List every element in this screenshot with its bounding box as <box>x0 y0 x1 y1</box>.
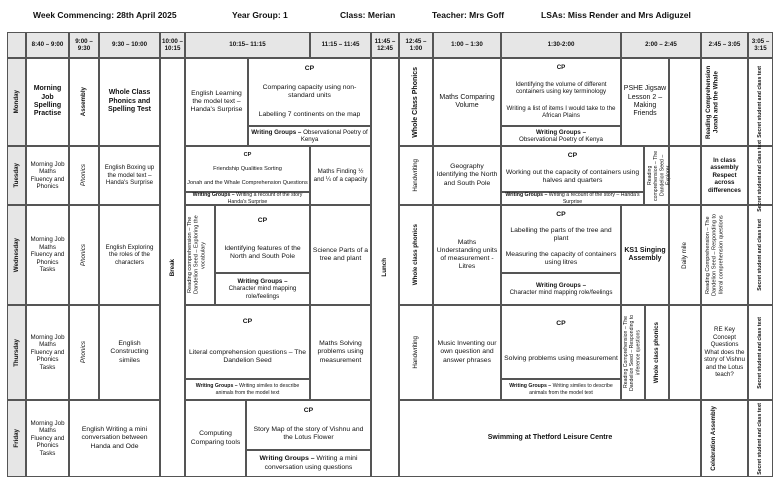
wed-reading: Reading comprehension – The Dandelion Seed – Exploring the vocabulary <box>185 205 215 305</box>
thu-maths: Maths Solving problems using measurement <box>310 305 371 400</box>
time-0930: 9:30 – 10:00 <box>99 32 160 58</box>
wed-daily-mile: Daily mile <box>669 205 701 305</box>
time-0245: 2:45 – 3:05 <box>701 32 748 58</box>
thu-handwriting: Handwriting <box>399 305 433 400</box>
thu-writing-groups-afternoon: Writing Groups – Writing similes to describe animals from the model text <box>501 379 621 400</box>
mon-writing-groups: Writing Groups – Observational Poetry of Kenya <box>248 126 371 146</box>
wed-phonics: Phonics <box>69 205 99 305</box>
day-tuesday: Tuesday <box>7 146 26 205</box>
secret-student-monday: Secret student and class text <box>748 58 773 146</box>
mon-maths: Maths Comparing Volume <box>433 58 501 146</box>
class-name: Class: Merian <box>340 10 396 20</box>
corner-cell <box>7 32 26 58</box>
tue-empty <box>669 146 701 205</box>
thu-writing-groups: Writing Groups – Writing similes to describe animals from the model text <box>185 379 310 400</box>
time-0305: 3:05 – 3:15 <box>748 32 773 58</box>
thu-whole-class-phonics: Whole class phonics <box>645 305 669 400</box>
time-0840: 8:40 – 9:00 <box>26 32 69 58</box>
tue-class-assembly: In class assembly Respect across differences <box>701 146 748 205</box>
secret-student-thursday: Secret student and class text <box>748 305 773 400</box>
tue-writing-groups: Writing Groups – Writing a recount of the story Handa's Surprise <box>185 192 310 205</box>
thu-cp-afternoon: CP Solving problems using measurement <box>501 305 621 379</box>
thu-re: RE Key Concept Questions What does the story of Vishnu and the Lotus teach? <box>701 305 748 400</box>
mon-pshe: PSHE Jigsaw Lesson 2 – Making Friends <box>621 58 669 146</box>
assembly-monday: Assembly <box>69 58 99 146</box>
secret-student-friday: Secret student and class text <box>748 400 773 477</box>
wed-cp-afternoon: CP Labelling the parts of the tree and plant Measuring the capacity of containers using litres <box>501 205 621 273</box>
thu-phonics: Phonics <box>69 305 99 400</box>
thu-morning-job: Morning Job Maths Fluency and Phonics Tasks <box>26 305 69 400</box>
time-0900: 9:00 – 9:30 <box>69 32 99 58</box>
time-1115: 11:15 – 11:45 <box>310 32 371 58</box>
mon-english: English Learning the model text – Handa's Surprise <box>185 58 248 146</box>
fri-morning-job: Morning Job Maths Fluency and Phonics Tasks <box>26 400 69 477</box>
thu-reading: Reading Comprehension – The Dandelion Seed – Responding to inference questions <box>621 305 645 400</box>
break-column: Break <box>160 58 185 477</box>
day-friday: Friday <box>7 400 26 477</box>
tue-morning-job: Morning Job Maths Fluency and Phonics <box>26 146 69 205</box>
tue-english: English Boxing up the model text – Handa's Surprise <box>99 146 160 205</box>
secret-student-wednesday: Secret student and class text <box>748 205 773 305</box>
tue-maths: Maths Finding ½ and ¼ of a capacity <box>310 146 371 205</box>
wed-whole-class-phonics: Whole class phonics <box>399 205 433 305</box>
fri-english: English Writing a mini conversation between Handa and Ode <box>69 400 160 477</box>
tue-reading: Reading comprehension – The Dandelion Seed – Explorer <box>644 146 669 205</box>
fri-celebration-assembly: Celebration Assembly <box>701 400 748 477</box>
wed-writing-groups: Writing Groups – Character mind mapping role/feelings <box>215 273 310 305</box>
mon-cp-afternoon: CP Identifying the volume of different containers using key terminology Writing a list of items I would take to the African Plains <box>501 58 621 126</box>
wed-morning-job: Morning Job Maths Fluency and Phonics Tasks <box>26 205 69 305</box>
day-thursday: Thursday <box>7 305 26 400</box>
mon-whole-class-phonics: Whole Class Phonics <box>399 58 433 146</box>
page-header <box>0 0 780 30</box>
tue-cp: CP Friendship Qualities Sorting Jonah and the Whale Comprehension Questions <box>185 146 310 192</box>
secret-student-tuesday: Secret student and class text <box>748 146 773 205</box>
thu-english: English Constructing similes <box>99 305 160 400</box>
tue-cp-afternoon: CP Working out the capacity of containers using halves and quarters <box>501 146 644 192</box>
time-0130: 1:30-2:00 <box>501 32 621 58</box>
fri-computing: Computing Comparing tools <box>185 400 246 477</box>
day-wednesday: Wednesday <box>7 205 26 305</box>
mon-empty <box>669 58 701 146</box>
thu-cp: CP Literal comprehension questions – The Dandelion Seed <box>185 305 310 379</box>
fri-swimming: Swimming at Thetford Leisure Centre <box>399 400 701 477</box>
day-monday: Monday <box>7 58 26 146</box>
tue-handwriting: Handwriting <box>399 146 433 205</box>
wed-cp: CP Identifying features of the North and South Pole <box>215 205 310 273</box>
wed-science: Science Parts of a tree and plant <box>310 205 371 305</box>
time-1000: 10:00 – 10:15 <box>160 32 185 58</box>
time-0100: 1:00 – 1:30 <box>433 32 501 58</box>
time-0200: 2:00 – 2:45 <box>621 32 701 58</box>
lsas: LSAs: Miss Render and Mrs Adiguzel <box>541 10 691 20</box>
lunch-column: Lunch <box>371 58 399 477</box>
teacher: Teacher: Mrs Goff <box>432 10 505 20</box>
mon-writing-groups-afternoon: Writing Groups – Observational Poetry of Kenya <box>501 126 621 146</box>
wed-ks1-singing: KS1 Singing Assembly <box>621 205 669 305</box>
fri-writing-groups: Writing Groups – Writing a mini conversation using questions <box>246 450 371 477</box>
time-1015: 10:15– 11:15 <box>185 32 310 58</box>
mon-reading: Reading Comprehension Jonah and the Whale <box>701 58 748 146</box>
tue-phonics: Phonics <box>69 146 99 205</box>
time-1245: 12:45 – 1:00 <box>399 32 433 58</box>
mon-phonics: Whole Class Phonics and Spelling Test <box>99 58 160 146</box>
wed-reading-afternoon: Reading Comprehension – The Dandelion Seed – Responding to literal comprehension questions <box>701 205 748 305</box>
fri-cp: CP Story Map of the story of Vishnu and the Lotus Flower <box>246 400 371 450</box>
week-commencing: Week Commencing: 28th April 2025 <box>33 10 177 20</box>
wed-maths: Maths Understanding units of measurement - Litres <box>433 205 501 305</box>
mon-morning-job: Morning Job Spelling Practise <box>26 58 69 146</box>
mon-cp: CP Comparing capacity using non-standard units Labelling 7 continents on the map <box>248 58 371 126</box>
tue-geography: Geography Identifying the North and South Pole <box>433 146 501 205</box>
time-1145: 11:45 – 12:45 <box>371 32 399 58</box>
year-group: Year Group: 1 <box>232 10 288 20</box>
thu-empty <box>669 305 701 400</box>
wed-english: English Exploring the roles of the characters <box>99 205 160 305</box>
thu-music: Music Inventing our own question and answer phrases <box>433 305 501 400</box>
tue-writing-groups-afternoon: Writing Groups – Writing a recount of the story – Handa's Surprise <box>501 192 644 205</box>
wed-writing-groups-afternoon: Writing Groups – Character mind mapping role/feelings <box>501 273 621 305</box>
